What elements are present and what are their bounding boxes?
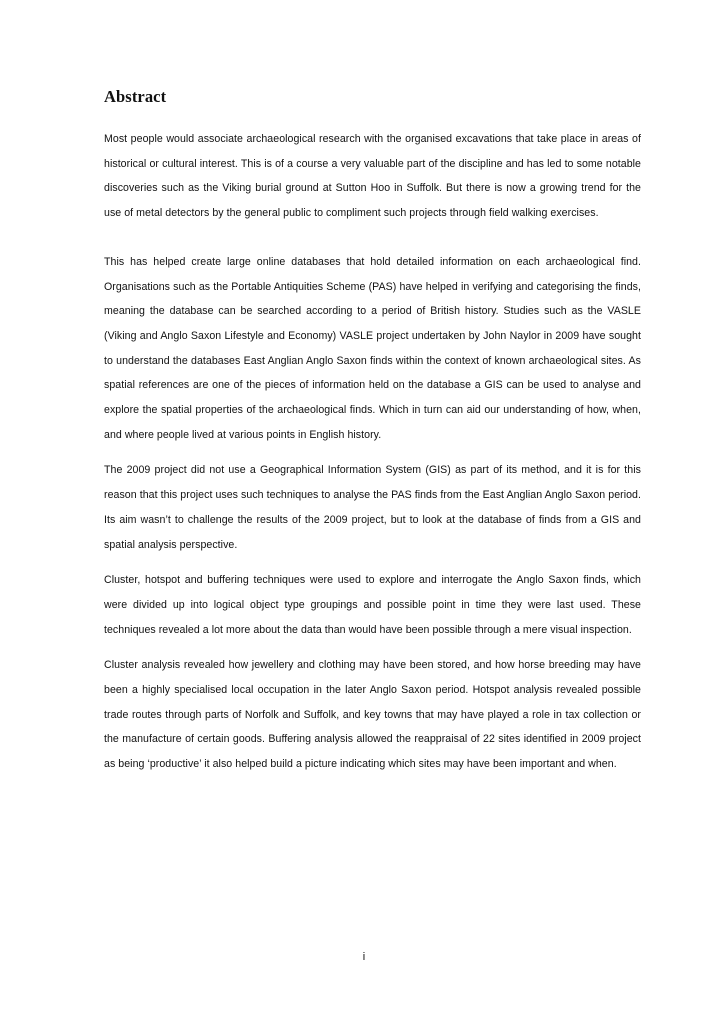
abstract-paragraph-4: Cluster, hotspot and buffering techniques were used to explore and interrogate the Anglo Saxon finds, which were divided up into logical object type groupings and possible point in time they were last used. These techniques revealed a lot more about the data than would have been possible through a mere visual inspection. [104,574,641,636]
abstract-paragraph-5: Cluster analysis revealed how jewellery and clothing may have been stored, and how horse breeding may have been a highly specialised local occupation in the later Anglo Saxon period. Hotspot analysis revealed possible trade routes through parts of Norfolk and Suffolk, and key towns that may have played a role in tax collection or the manufacture of certain goods. Buffering analysis allowed the reappraisal of 22 sites identified in 2009 project as being ‘productive’ it also helped build a picture indicating which sites may have been important and when. [104,659,641,771]
abstract-paragraph-1: Most people would associate archaeological research with the organised excavations that take place in areas of historical or cultural interest. This is of a course a very valuable part of the discipline and has led to some notable discoveries such as the Viking burial ground at Sutton Hoo in Suffolk. But there is now a growing trend for the use of metal detectors by the general public to compliment such projects through field walking exercises. [104,133,641,220]
abstract-paragraph-3: The 2009 project did not use a Geographical Information System (GIS) as part of its method, and it is for this reason that this project uses such techniques to analyse the PAS finds from the East Anglian Anglo Saxon period. Its aim wasn’t to challenge the results of the 2009 project, but to look at the database of finds from a GIS and spatial analysis perspective. [104,464,641,551]
abstract-paragraph-2: This has helped create large online databases that hold detailed information on each archaeological find. Organisations such as the Portable Antiquities Scheme (PAS) have helped in verifying and categorising the finds, meaning the database can be searched according to a period of British history. Studies such as the VASLE (Viking and Anglo Saxon Lifestyle and Economy) VASLE project undertaken by John Naylor in 2009 have sought to understand the databases East Anglian Anglo Saxon finds within the context of known archaeological sites. As spatial references are one of the pieces of information held on the database a GIS can be used to analyse and explore the spatial properties of the archaeological finds. Which in turn can aid our understanding of how, when, and where people lived at various points in English history. [104,255,641,441]
page-number: i [362,951,366,963]
document-page [104,78,641,777]
abstract-heading: Abstract [104,87,167,106]
